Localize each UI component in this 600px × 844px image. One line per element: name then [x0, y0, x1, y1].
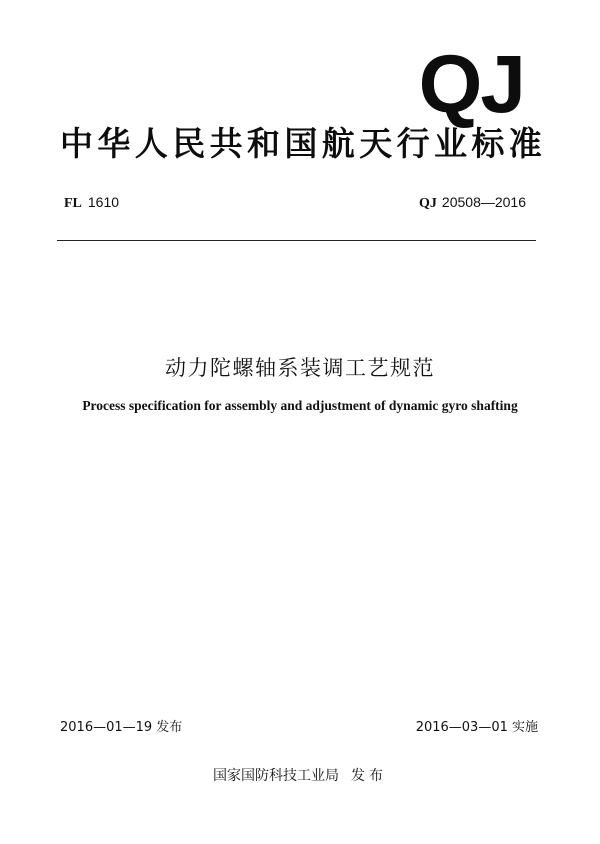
- standard-prefix: QJ: [419, 196, 437, 211]
- publisher-name: 国家国防科技工业局: [213, 768, 339, 784]
- issue-date: 2016—01—19 发布: [60, 720, 183, 735]
- standard-code: 20508—2016: [441, 194, 526, 210]
- document-title-chinese: 动力陀螺轴系装调工艺规范: [165, 356, 435, 380]
- publish-verb: 发布: [351, 768, 387, 784]
- standard-number: [419, 194, 526, 212]
- document-title-english: Process specification for assembly and adjustment of dynamic gyro shafting: [82, 398, 518, 413]
- classification-code: [64, 194, 119, 212]
- qj-logo: QJ: [418, 39, 524, 130]
- classification-number: 1610: [87, 194, 120, 210]
- standard-category-title: 中华人民共和国航天行业标准: [60, 124, 547, 163]
- implementation-date: 2016—03—01 实施: [415, 720, 538, 735]
- header-divider: [57, 240, 536, 241]
- publisher-line: [0, 765, 600, 785]
- classification-label: FL: [64, 196, 82, 211]
